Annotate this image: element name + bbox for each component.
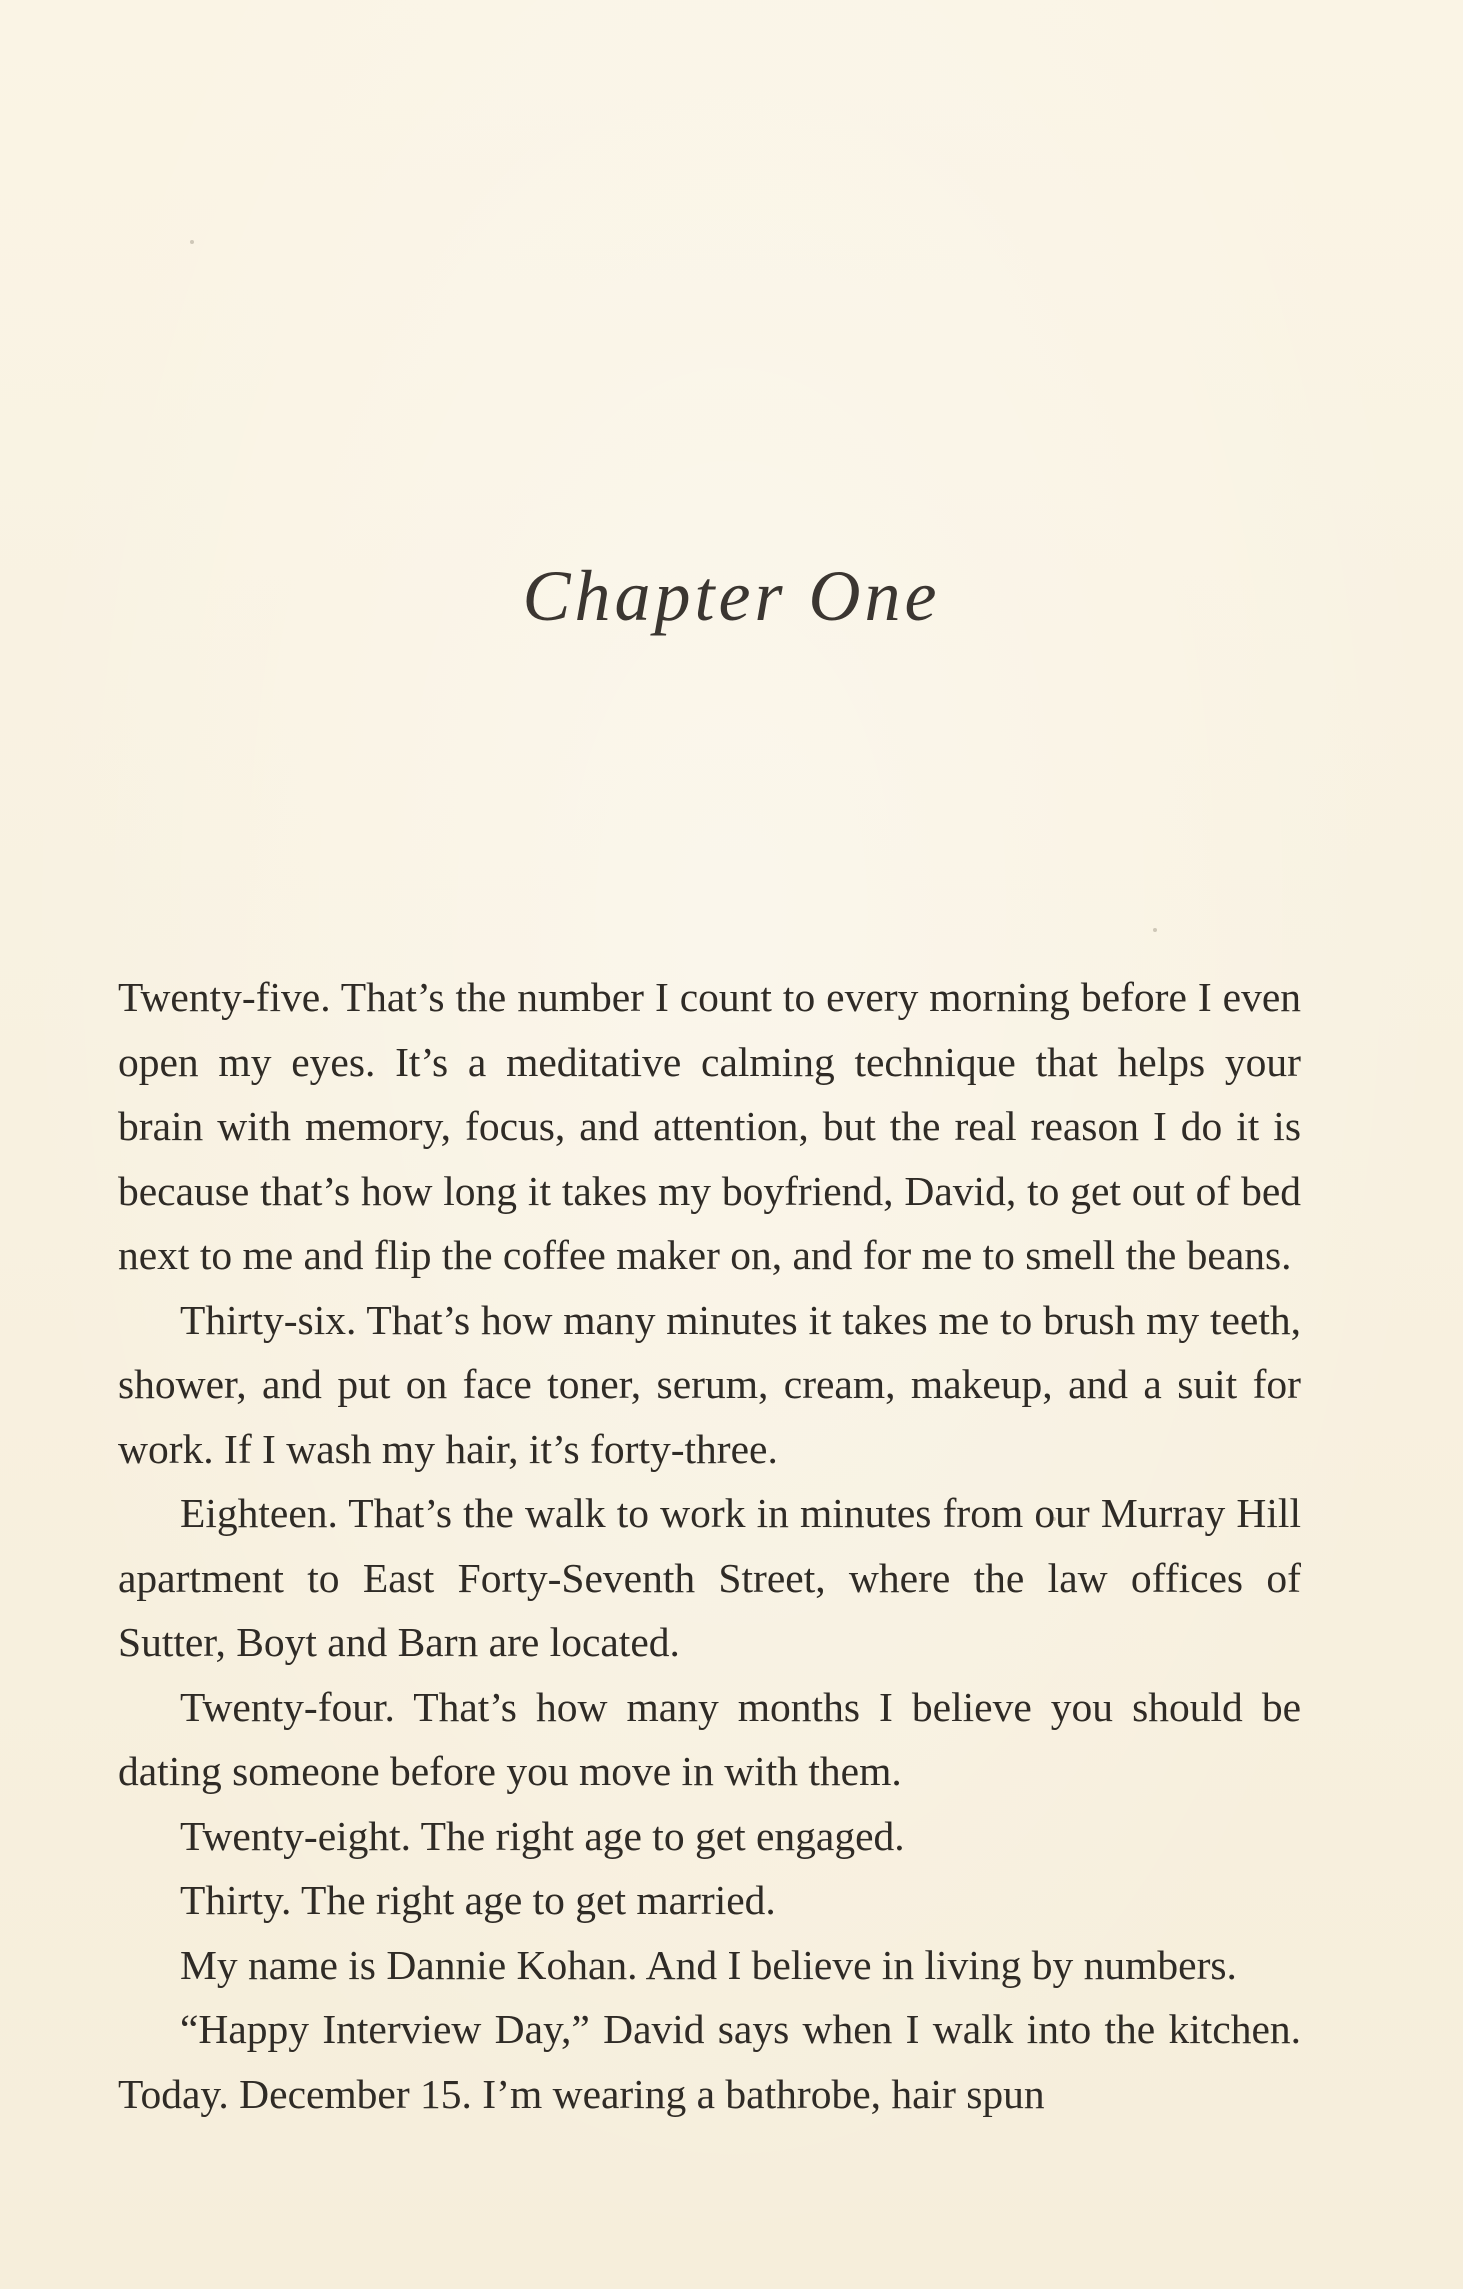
paragraph: “Happy Interview Day,” David says when I walk into the kitchen. Today. December 15. I’m wearing a bathrobe, hair spun: [118, 2006, 1301, 2117]
chapter-title: Chapter One: [522, 556, 941, 636]
paper-speck: [190, 240, 194, 244]
paper-speck: [1153, 928, 1157, 932]
paragraph: Thirty-six. That’s how many minutes it takes me to brush my teeth, shower, and put on face toner, serum, cream, makeup, and a suit for work. If I wash my hair, it’s forty-three.: [118, 1296, 1301, 1472]
paragraph: Twenty-four. That’s how many months I believe you should be dating someone before you move in with them.: [118, 1683, 1301, 1794]
paragraph: Twenty-five. That’s the number I count to every morning before I even open my eyes. It’s a meditative calming technique that helps your brain with memory, focus, and attention, but the real reason I do it is because that’s how long it takes my boyfriend, David, to get out of bed next to me and flip the coffee maker on, and for me to smell the beans.: [118, 974, 1301, 1278]
paragraph: Twenty-eight. The right age to get engaged.: [180, 1812, 905, 1859]
paragraph: My name is Dannie Kohan. And I believe in living by numbers.: [180, 1941, 1237, 1988]
paragraph: Thirty. The right age to get married.: [180, 1877, 776, 1923]
paragraph: Eighteen. That’s the walk to work in minutes from our Murray Hill apartment to East Forty-Seventh Street, where the law offices of Sutter, Boyt and Barn are located.: [118, 1490, 1301, 1665]
chapter-body: [118, 965, 1301, 2126]
